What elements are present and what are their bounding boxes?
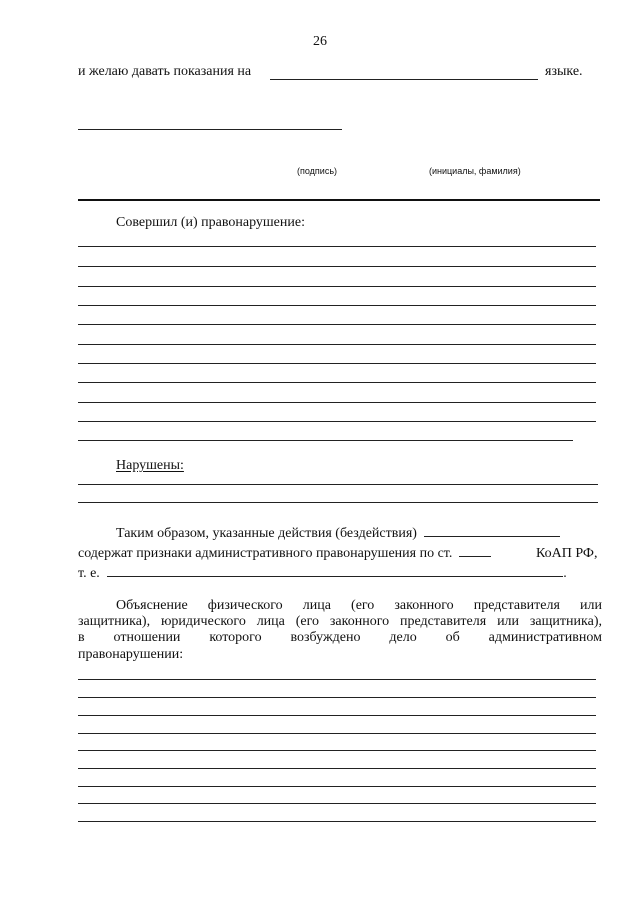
explanation-line-3: в отношении которого возбуждено дело об административном [78,630,602,645]
offense-heading: Совершил (и) правонарушение: [116,215,305,230]
conclusion-text-2: содержат признаки административного правонарушения по ст. [78,546,453,561]
page-number: 26 [313,34,327,49]
article-blank[interactable] [459,556,491,557]
conclusion-text-1: Таким образом, указанные действия (бездействия) [116,526,417,541]
explanation-line[interactable] [78,733,596,734]
name-label: (инициалы, фамилия) [429,166,521,176]
conclusion-line-2 [78,546,491,562]
explanation-line[interactable] [78,768,596,769]
offense-line[interactable] [78,266,596,267]
explanation-line[interactable] [78,697,596,698]
offense-line[interactable] [78,402,596,403]
explanation-line[interactable] [78,679,596,680]
violated-heading [116,458,184,474]
explanation-line-1: Объяснение физического лица (его законного представителя или [116,598,602,613]
meaning-blank[interactable] [107,576,563,577]
offense-line[interactable] [78,440,573,441]
offense-line[interactable] [78,363,596,364]
violated-line[interactable] [78,502,598,503]
violated-line[interactable] [78,484,598,485]
offense-line[interactable] [78,382,596,383]
offense-line[interactable] [78,344,596,345]
explanation-line-2: защитника), юридического лица (его законного представителя или защитника), [78,614,602,629]
explanation-line-4: правонарушении: [78,647,184,662]
explanation-line[interactable] [78,803,596,804]
explanation-line[interactable] [78,750,596,751]
offense-line[interactable] [78,286,596,287]
language-blank[interactable] [270,79,538,80]
conclusion-line-3 [78,566,567,582]
actions-blank[interactable] [424,536,560,537]
signature-blank[interactable] [78,129,342,130]
violated-heading-text: Нарушены: [116,458,184,473]
section-divider [78,199,600,201]
explanation-line[interactable] [78,786,596,787]
conclusion-text-3: т. е. [78,566,100,581]
offense-line[interactable] [78,421,596,422]
offense-line[interactable] [78,305,596,306]
offense-line[interactable] [78,246,596,247]
explanation-line[interactable] [78,821,596,822]
language-prefix: и желаю давать показания на [78,64,252,79]
conclusion-line-1 [116,526,560,542]
explanation-line[interactable] [78,715,596,716]
conclusion-period: . [563,566,567,581]
offense-line[interactable] [78,324,596,325]
language-suffix: языке. [545,64,583,79]
conclusion-code: КоАП РФ, [536,546,598,561]
signature-label: (подпись) [297,166,338,176]
